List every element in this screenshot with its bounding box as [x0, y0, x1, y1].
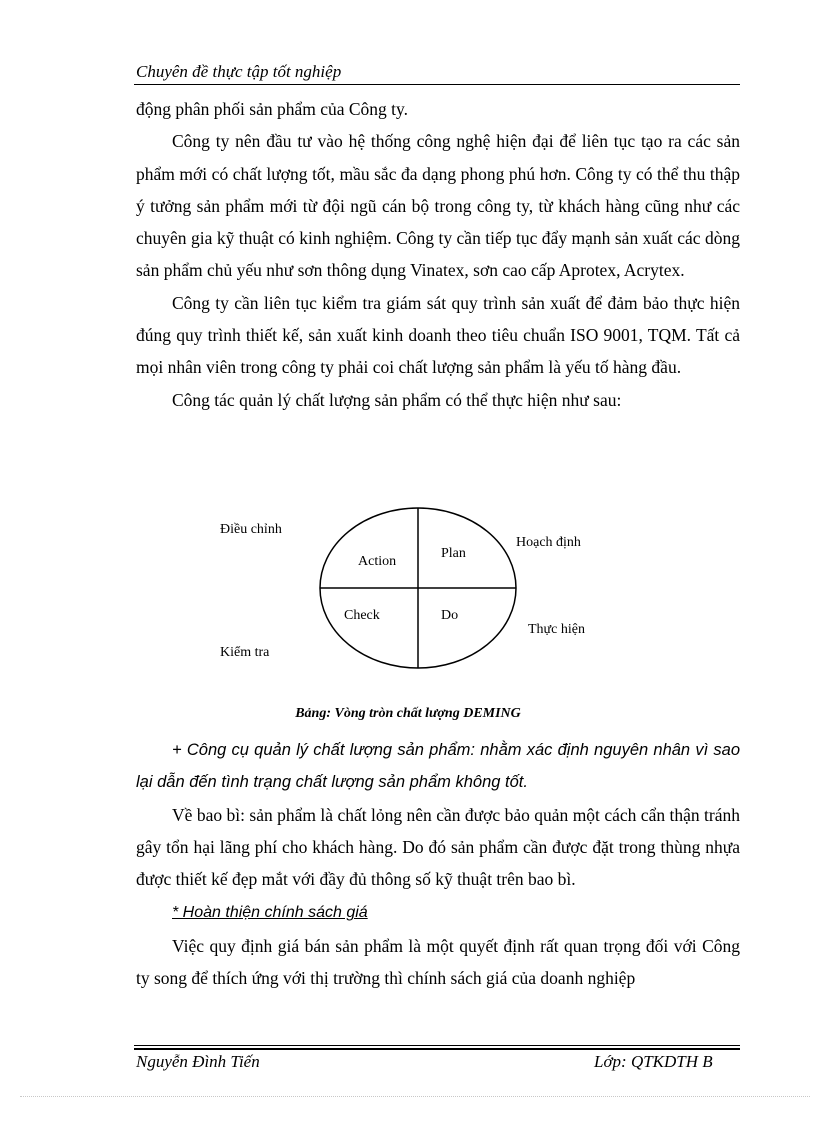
footer-rule-thick [134, 1048, 740, 1050]
heading-price-policy [136, 895, 740, 929]
page-edge [20, 1096, 810, 1097]
paragraph-quality-control: Công ty cần liên tục kiểm tra giám sát quy trình sản xuất để đảm bảo thực hiện đúng quy trình thiết kế, sản xuất kinh doanh theo tiêu chuẩn ISO 9001, TQM. Tất cả mọi nhân viên trong công ty phải coi chất lượng sản phẩm là yếu tố hàng đầu. [136, 292, 740, 378]
body-bottom [136, 734, 740, 994]
paragraph-price: Việc quy định giá bán sản phẩm là một quyết định rất quan trọng đối với Công ty song để thích ứng với thị trường thì chính sách giá của doanh nghiệp [136, 935, 740, 989]
footer-rule [134, 1045, 740, 1046]
paragraph-technology: Công ty nên đầu tư vào hệ thống công nghệ hiện đại để liên tục tạo ra các sản phẩm mới có chất lượng tốt, mầu sắc đa dạng phong phú hơn. Công ty có thể thu thập ý tưởng sản phẩm mới từ đội ngũ cán bộ trong công ty, từ khách hàng cũng như các chuyên gia kỹ thuật có kinh nghiệm. Công ty cần tiếp tục đẩy mạnh sản xuất các dòng sản phẩm chủ yếu như sơn thông dụng Vinatex, sơn cao cấp Aprotex, Acrytex. [136, 131, 740, 281]
quad-do: Do [441, 608, 459, 623]
paragraph-tool: + Công cụ quản lý chất lượng sản phẩm: nhằm xác định nguyên nhân vì sao lại dẫn đến tình trạng chất lượng sản phẩm không tốt. [136, 741, 740, 792]
footer-class: Lớp: QTKDTH B [594, 1052, 713, 1071]
deming-diagram [200, 505, 640, 695]
label-adjust: Điều chỉnh [220, 522, 282, 537]
paragraph-intro-diagram: Công tác quản lý chất lượng sản phẩm có thể thực hiện như sau: [172, 389, 622, 410]
body-top [136, 93, 740, 416]
label-plan-vi: Hoạch định [516, 535, 581, 550]
header-title: Chuyên đề thực tập tốt nghiệp [136, 62, 342, 81]
header-rule [134, 84, 740, 85]
label-do-vi: Thực hiện [528, 622, 585, 637]
quad-plan: Plan [441, 546, 466, 561]
quad-action: Action [358, 554, 397, 569]
quad-check: Check [344, 608, 380, 623]
label-check-vi: Kiểm tra [220, 645, 270, 660]
price-heading-text: * Hoàn thiện chính sách giá [172, 904, 368, 922]
footer-author: Nguyễn Đình Tiến [136, 1052, 260, 1071]
diagram-caption: Bảng: Vòng tròn chất lượng DEMING [295, 706, 521, 721]
paragraph-continuation: động phân phối sản phẩm của Công ty. [136, 99, 409, 119]
paragraph-packaging: Về bao bì: sản phẩm là chất lỏng nên cần được bảo quản một cách cẩn thận tránh gây tổn hại lãng phí cho khách hàng. Do đó sản phẩm cần được đặt trong thùng nhựa được thiết kế đẹp mắt với đầy đủ thông số kỹ thuật trên bao bì. [136, 804, 740, 890]
